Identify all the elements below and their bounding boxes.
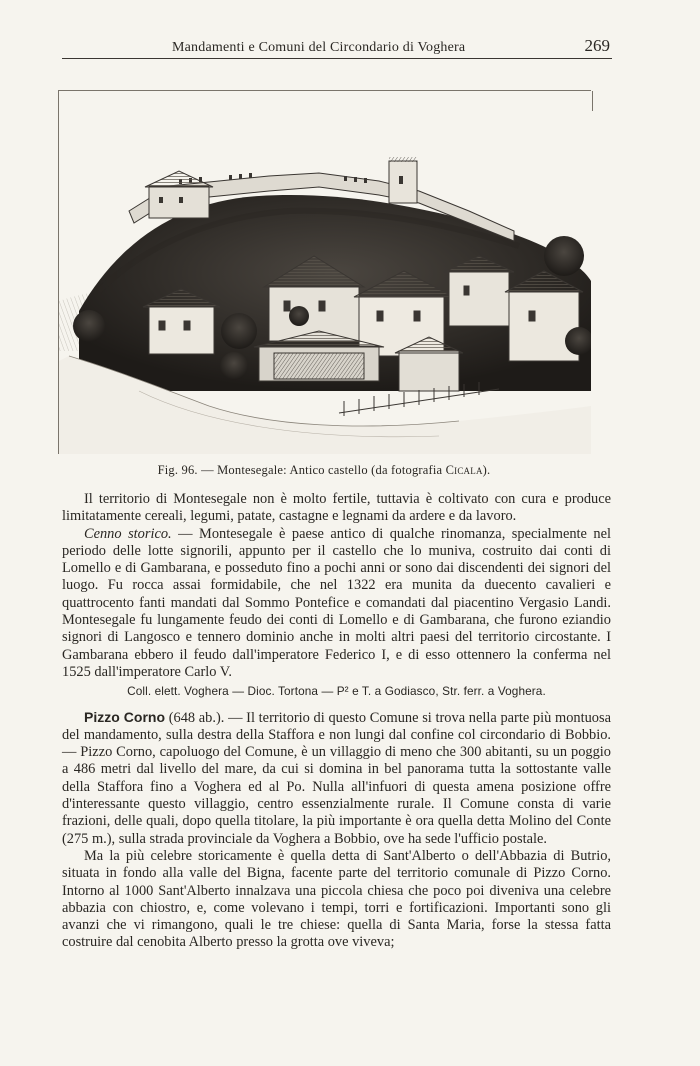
caption-prefix: Fig. 96. — Montesegale: Antico castello (da fotografia [157, 463, 446, 477]
caption-credit: Cicala [445, 463, 483, 477]
page-number: 269 [584, 36, 610, 55]
paragraph-history [62, 526, 611, 682]
paragraph-sant-alberto: Ma la più celebre storicamente è quella detta di Sant'Alberto o dell'Abbazia di Butrio, situata in fondo alla valle del Bigna, facente parte del territorio comunale di Pizzo Corno. Intorno al 1000 Sant'Alberto innalzava una piccola chiesa che poco poi diveniva una celebre abbazia con chiostro, e, come volevano i tempi, torri e fortificazioni. Importanti sono gli avanzi che vi rimangono, quali le tre chiese: quella di Santa Maria, forse la stessa fatta costruire dal cenobita Alberto presso la grotta ove viveva; [62, 847, 611, 951]
pizzo-corno-body: (648 ab.). — Il territorio di questo Comune si trova nella parte più montuosa del mandamento, sulla destra della Staffora e non lungi dal confine col circondario di Bobbio. — Pizzo Corno, capoluogo del Comune, è un villaggio di meno che 300 abitanti, su un poggio a 486 metri dal livello del mare, da cui si domina in bel panorama tutta la sottostante valle della Staffora fino a Voghera ed al Po. Nulla all'infuori di questa amena posizione offre d'interessante questo villaggio, centro essenzialmente rurale. Il Comune consta di varie frazioni, delle quali, dopo quella titolare, la più importante è ora quella detta Molino del Conte (275 m.), sulla strada provinciale da Voghera a Bobbio, ove ha sede l'ufficio postale. [62, 709, 611, 847]
figure-caption [58, 463, 590, 478]
running-title: Mandamenti e Comuni del Circondario di Voghera [172, 40, 466, 55]
history-label: Cenno storico. [84, 525, 172, 542]
history-body: — Montesegale è paese antico di qualche rinomanza, specialmente nel periodo delle lotte signorili, appunto per il castello che lo muniva, costruito dai conti di Lomello e di Gambarana, e posseduto fino a pochi anni or sono dai discendenti dei signori del luogo. Fu rocca assai formidabile, che nel 1322 era munita da duecento cavalieri e quattrocento fanti mandati dal Sommo Pontefice e comandati dal piacentino Vergasio Landi. Montesegale fu lungamente feudo dei conti di Lomello e di Gambarana, che furono eziandio signori di Langosco e tennero dominio anche in molti altri paesi del territorio circostante. I Gambarana ebbero il feudo dall'imperatore Federico I, e di esso ottennero la conferma nel 1525 dall'imperatore Carlo V. [62, 525, 611, 680]
figure-illustration [59, 91, 591, 454]
page-header [62, 36, 612, 59]
caption-suffix: ). [482, 463, 491, 477]
collegio-note: Coll. elett. Voghera — Dioc. Tortona — P² e T. a Godiasco, Str. ferr. a Voghera. [127, 684, 546, 699]
paragraph-pizzo-corno [62, 709, 611, 848]
figure-frame [58, 90, 591, 454]
paragraph-territory: Il territorio di Montesegale non è molto fertile, tuttavia è coltivato con cura e produce limitatamente cereali, legumi, patate, castagne e legnami da ardere e da lavoro. [62, 491, 611, 525]
body-text [62, 491, 611, 952]
entry-title-pizzo-corno: Pizzo Corno [84, 708, 165, 725]
